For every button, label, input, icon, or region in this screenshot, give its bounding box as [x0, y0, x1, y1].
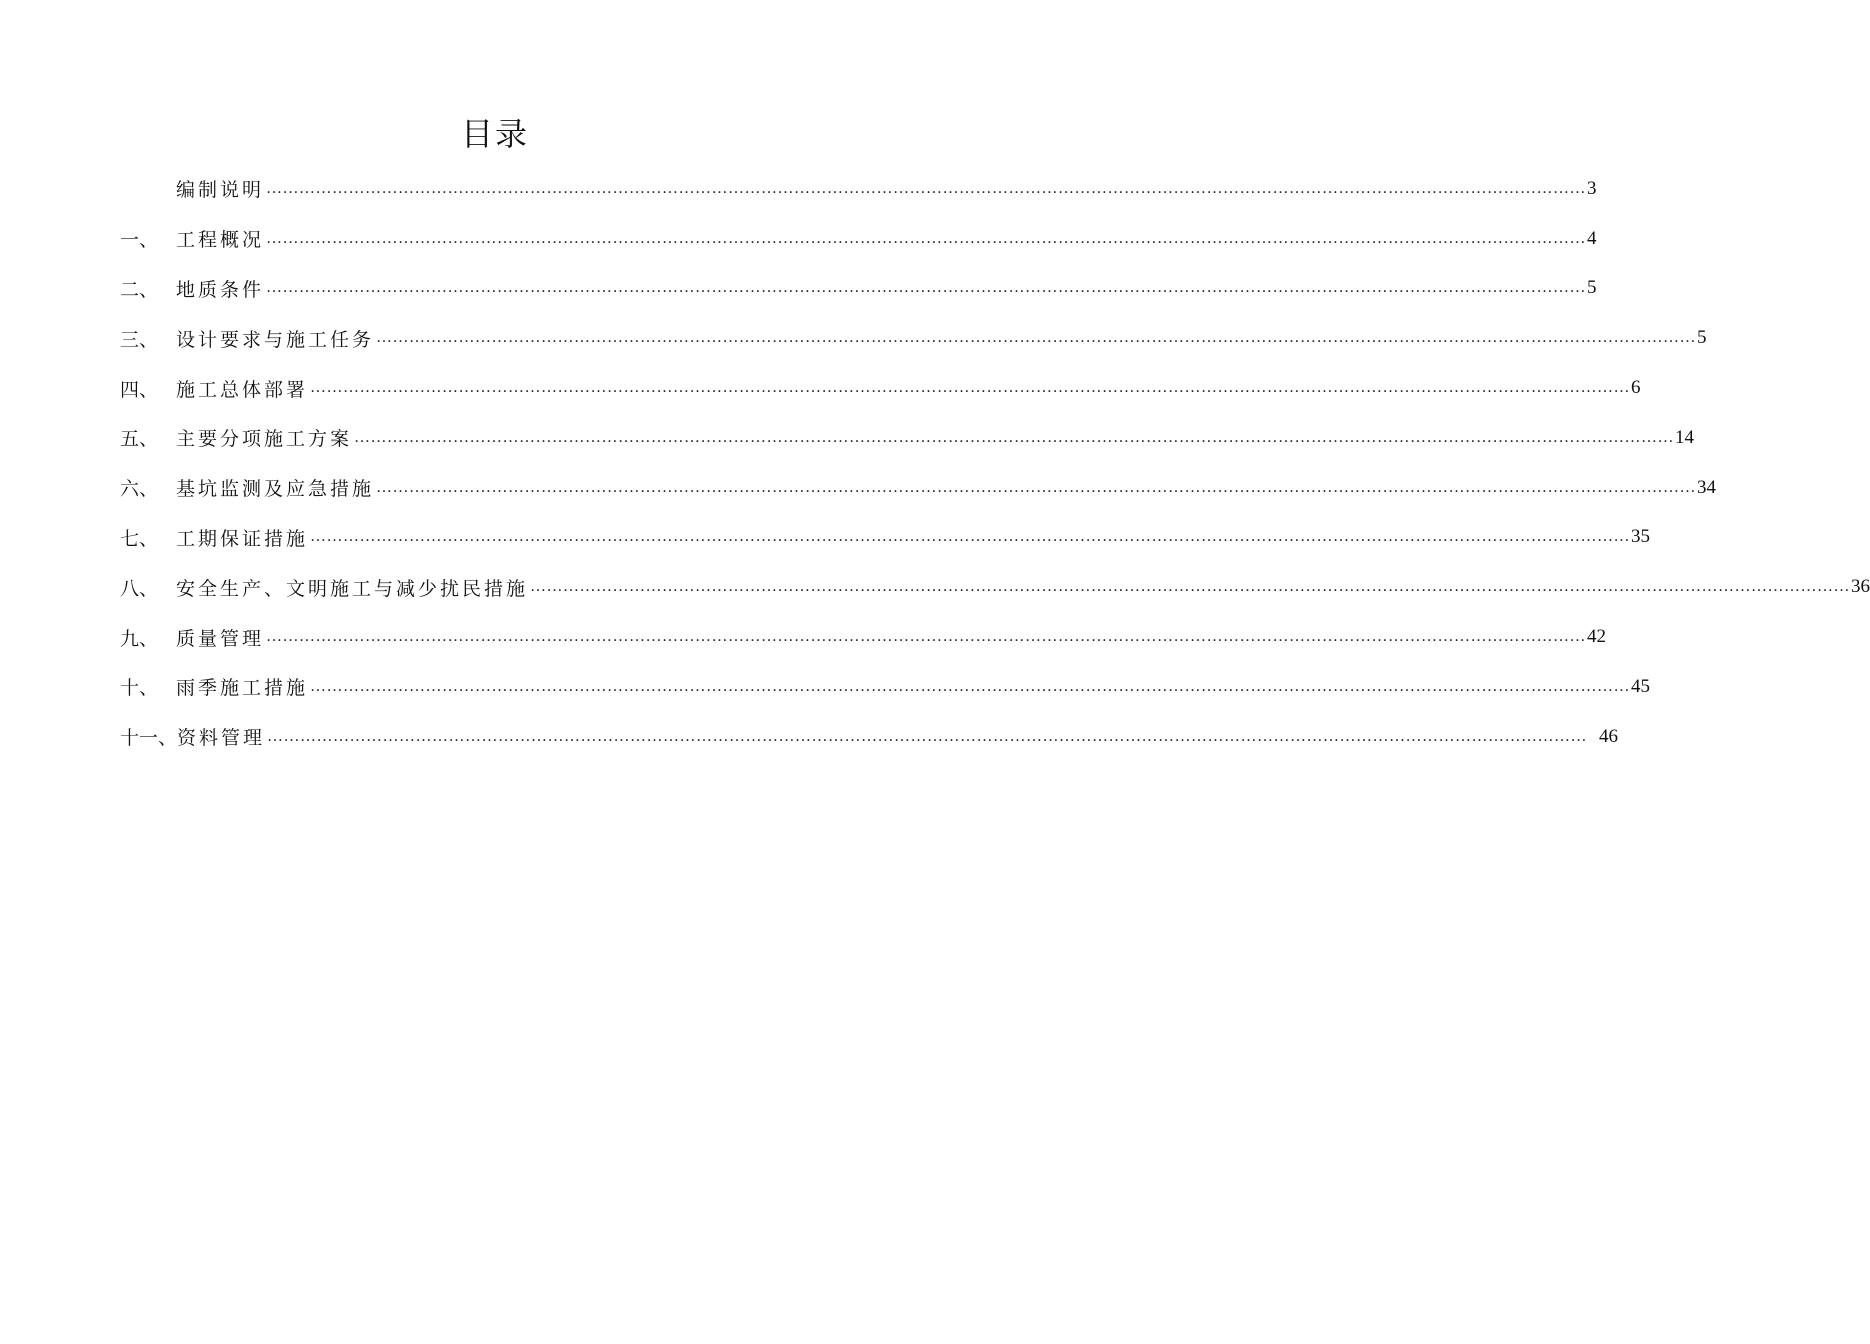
toc-entry[interactable]: [120, 413, 1695, 463]
toc-entry-title: 安全生产、文明施工与减少扰民措施: [176, 577, 529, 600]
toc-entry-page: 14: [1675, 426, 1695, 448]
toc-entry-page: 4: [1587, 227, 1597, 249]
toc-entry[interactable]: [120, 712, 1619, 762]
toc-entry-page: 36: [1851, 576, 1870, 598]
toc-leader-dots: ……………………………………………………………………………………………………………………………………………………………………………………………………………………: [310, 677, 1631, 695]
toc-entry-title: 主要分项施工方案: [176, 428, 353, 451]
toc-entry-page: 42: [1587, 626, 1607, 648]
toc-leader-dots: ……………………………………………………………………………………………………………………………………………………………………………………………………………………: [266, 628, 1587, 646]
toc-entry-title: 雨季施工措施: [176, 677, 309, 700]
toc-entry-page: 3: [1587, 177, 1597, 199]
toc-leader-dots: ……………………………………………………………………………………………………………………………………………………………………………………………………………………: [530, 578, 1851, 596]
toc-leader-dots: ……………………………………………………………………………………………………………………………………………………………………………………………………………………: [266, 279, 1587, 297]
toc-leader-dots: ……………………………………………………………………………………………………………………………………………………………………………………………………………………: [310, 528, 1631, 546]
toc-entry-page: 34: [1697, 476, 1717, 498]
toc-leader-dots: ……………………………………………………………………………………………………………………………………………………………………………………………………………………: [266, 179, 1587, 197]
toc-leader-dots: ……………………………………………………………………………………………………………………………………………………………………………………………………………………: [376, 329, 1697, 347]
toc-entry-title: 编制说明: [176, 179, 265, 202]
toc-entry-number: 十、: [120, 677, 159, 700]
toc-entry-number: 六、: [120, 478, 159, 501]
toc-leader-dots: ……………………………………………………………………………………………………………………………………………………………………………………………………………………: [267, 727, 1588, 745]
toc-entry[interactable]: [120, 214, 1597, 264]
toc-entry-title: 工程概况: [176, 229, 265, 252]
toc-entry-number: 八、: [120, 577, 159, 600]
toc-entry-title: 设计要求与施工任务: [176, 328, 375, 351]
toc-leader-dots: ……………………………………………………………………………………………………………………………………………………………………………………………………………………: [310, 379, 1631, 397]
toc-entry-number: 二、: [120, 278, 159, 301]
toc-entry[interactable]: [120, 562, 1870, 612]
toc-entry-number: 十一、: [120, 727, 178, 750]
toc-entry-title: 工期保证措施: [176, 527, 309, 550]
toc-entry-page: 46: [1599, 725, 1619, 747]
toc-entry-title: 施工总体部署: [176, 378, 309, 401]
toc-entry[interactable]: [120, 513, 1651, 563]
toc-entry-number: 三、: [120, 328, 159, 351]
toc-entry-title: 资料管理: [177, 727, 266, 750]
toc-entry[interactable]: [120, 164, 1597, 214]
toc-leader-dots: ……………………………………………………………………………………………………………………………………………………………………………………………………………………: [354, 428, 1675, 446]
toc-entry[interactable]: [120, 264, 1597, 314]
toc-entry-page: 35: [1631, 526, 1651, 548]
toc-entry[interactable]: [120, 363, 1641, 413]
toc-entry-number: 四、: [120, 378, 159, 401]
toc-entry-number: 一、: [120, 229, 159, 252]
toc-entry-number: 五、: [120, 428, 159, 451]
toc-entry[interactable]: [120, 662, 1651, 712]
toc-entry[interactable]: [120, 612, 1607, 662]
toc-entry-page: 45: [1631, 675, 1651, 697]
toc-leader-dots: ……………………………………………………………………………………………………………………………………………………………………………………………………………………: [376, 478, 1697, 496]
toc-entry-number: 七、: [120, 527, 159, 550]
toc-entry[interactable]: [120, 463, 1717, 513]
toc-entry-title: 基坑监测及应急措施: [176, 478, 375, 501]
toc-entry-title: 地质条件: [176, 278, 265, 301]
toc-leader-dots: ……………………………………………………………………………………………………………………………………………………………………………………………………………………: [266, 229, 1587, 247]
toc-list: [120, 164, 1870, 762]
toc-entry-title: 质量管理: [176, 627, 265, 650]
toc-entry-page: 6: [1631, 377, 1641, 399]
toc-entry-page: 5: [1697, 327, 1707, 349]
toc-entry[interactable]: [120, 313, 1707, 363]
toc-title: 目录: [460, 115, 529, 153]
toc-entry-number: 九、: [120, 627, 159, 650]
toc-entry-page: 5: [1587, 277, 1597, 299]
